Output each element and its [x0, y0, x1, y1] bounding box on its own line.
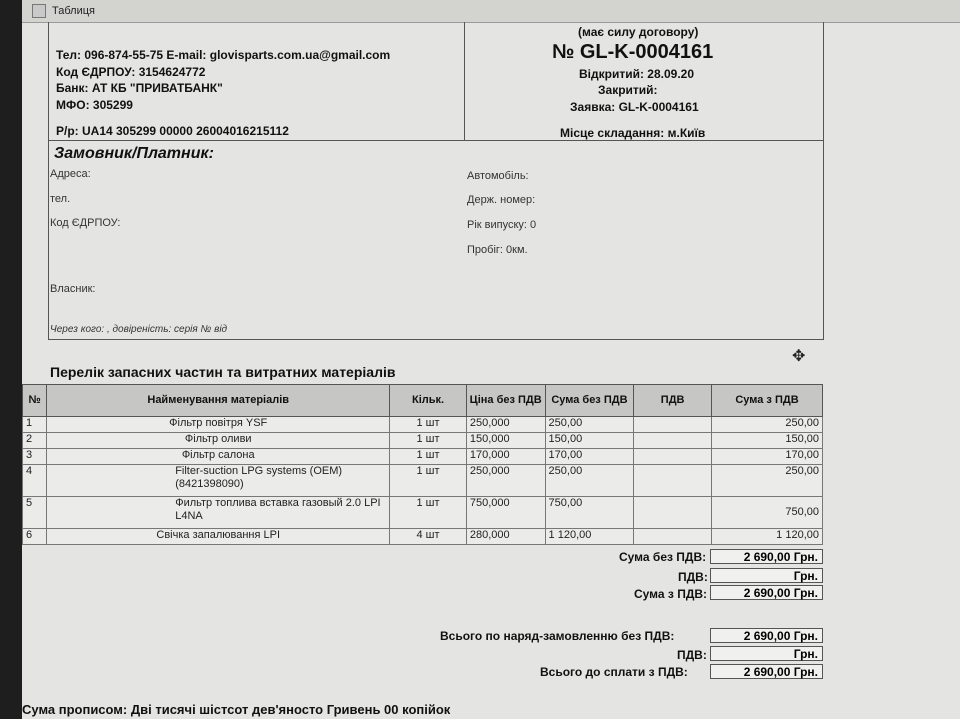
header-divider — [464, 22, 465, 141]
vat-label: ПДВ: — [678, 570, 708, 584]
cell-name: Фильтр топлива вставка газовый 2.0 LPI L4NA — [47, 497, 390, 529]
customer-heading: Замовник/Платник: — [54, 145, 214, 162]
cell-name: Фільтр повітря YSF — [47, 417, 390, 433]
customer-address: Адреса: — [50, 168, 91, 180]
cell-name: Filter-suction LPG systems (OEM)(8421398090) — [47, 465, 390, 497]
customer-proxy: Через кого: , довіреність: серія № від — [50, 324, 228, 335]
cell-qty: 1 шт — [390, 417, 467, 433]
customer-owner: Власник: — [50, 283, 96, 295]
cell-price: 250,000 — [466, 417, 545, 433]
supplier-mfo: МФО: 305299 — [56, 98, 133, 112]
cell-num: 5 — [23, 497, 47, 529]
all-vat-label: ПДВ: — [677, 648, 707, 662]
cell-vat — [634, 497, 712, 529]
pay-value: 2 690,00 Грн. — [710, 664, 823, 679]
car-year: Рік випуску: 0 — [467, 219, 537, 231]
order-request: Заявка: GL-K-0004161 — [570, 100, 699, 114]
cell-name: Фільтр салона — [47, 449, 390, 465]
pay-label: Всього до сплати з ПДВ: — [540, 665, 688, 679]
sum-no-vat-label: Сума без ПДВ: — [619, 550, 707, 564]
cell-price: 280,000 — [466, 529, 545, 545]
order-place: Місце складання: м.Київ — [560, 126, 706, 140]
cell-num: 2 — [23, 433, 47, 449]
cell-price: 170,000 — [466, 449, 545, 465]
window-title: Таблиця — [52, 5, 95, 17]
app-icon — [32, 4, 46, 18]
car-model: Автомобіль: — [467, 170, 529, 182]
col-header-price: Ціна без ПДВ — [466, 385, 545, 417]
all-no-vat-label: Всього по наряд-замовленню без ПДВ: — [440, 629, 675, 643]
cell-vat — [634, 449, 712, 465]
all-vat-value: Грн. — [710, 646, 823, 661]
col-header-total: Сума з ПДВ — [711, 385, 822, 417]
col-header-vat: ПДВ — [634, 385, 712, 417]
parts-table — [22, 384, 823, 545]
cell-total: 1 120,00 — [711, 529, 822, 545]
cell-total: 750,00 — [711, 497, 822, 529]
cell-price: 150,000 — [466, 433, 545, 449]
table-header-row — [23, 385, 823, 417]
supplier-bank: Банк: АТ КБ "ПРИВАТБАНК" — [56, 81, 223, 95]
cell-sum: 170,00 — [545, 449, 634, 465]
cell-price: 250,000 — [466, 465, 545, 497]
cell-total: 250,00 — [711, 465, 822, 497]
cell-name: Фільтр оливи — [47, 433, 390, 449]
order-closed: Закритий: — [598, 83, 658, 97]
col-header-qty: Кільк. — [390, 385, 467, 417]
cell-sum: 1 120,00 — [545, 529, 634, 545]
cell-vat — [634, 433, 712, 449]
supplier-contacts: Тел: 096-874-55-75 E-mail: glovisparts.com.ua@gmail.com — [56, 48, 391, 62]
table-row — [23, 497, 823, 529]
sum-vat-value: 2 690,00 Грн. — [710, 585, 823, 600]
col-header-name: Найменування матеріалів — [47, 385, 390, 417]
parts-title: Перелік запасних частин та витратних матеріалів — [50, 364, 396, 380]
cell-total: 250,00 — [711, 417, 822, 433]
cell-qty: 1 шт — [390, 465, 467, 497]
order-number: № GL-K-0004161 — [552, 41, 714, 63]
window-titlebar[interactable] — [22, 0, 960, 23]
car-mileage: Пробіг: 0км. — [467, 244, 528, 256]
cell-sum: 150,00 — [545, 433, 634, 449]
sum-vat-label: Сума з ПДВ: — [634, 587, 708, 601]
table-row — [23, 465, 823, 497]
cell-total: 150,00 — [711, 433, 822, 449]
move-cursor-icon: ✥ — [792, 348, 806, 365]
col-header-num: № — [23, 385, 47, 417]
invoice-document — [22, 22, 960, 719]
vat-value: Грн. — [710, 568, 823, 583]
table-row — [23, 529, 823, 545]
cell-num: 6 — [23, 529, 47, 545]
col-header-sum: Сума без ПДВ — [545, 385, 634, 417]
customer-edrpou: Код ЄДРПОУ: — [50, 217, 121, 229]
cell-num: 1 — [23, 417, 47, 433]
customer-phone: тел. — [50, 193, 71, 205]
table-row — [23, 417, 823, 433]
cell-num: 4 — [23, 465, 47, 497]
order-opened: Відкритий: 28.09.20 — [579, 67, 695, 81]
cell-vat — [634, 465, 712, 497]
monitor-bezel — [0, 0, 22, 719]
supplier-account: Р/р: UA14 305299 00000 26004016215112 — [56, 124, 289, 138]
sum-no-vat-value: 2 690,00 Грн. — [710, 549, 823, 564]
cell-qty: 1 шт — [390, 449, 467, 465]
cell-sum: 250,00 — [545, 417, 634, 433]
table-row — [23, 433, 823, 449]
cell-qty: 4 шт — [390, 529, 467, 545]
cell-sum: 750,00 — [545, 497, 634, 529]
supplier-edrpou: Код ЄДРПОУ: 3154624772 — [56, 65, 206, 79]
cell-total: 170,00 — [711, 449, 822, 465]
cell-vat — [634, 417, 712, 433]
table-row — [23, 449, 823, 465]
order-note: (має силу договору) — [578, 25, 699, 39]
cell-price: 750,000 — [466, 497, 545, 529]
sum-in-words: Сума прописом: Дві тисячі шістсот дев'яносто Гривень 00 копійок — [22, 702, 451, 717]
cell-num: 3 — [23, 449, 47, 465]
cell-sum: 250,00 — [545, 465, 634, 497]
cell-qty: 1 шт — [390, 497, 467, 529]
cell-vat — [634, 529, 712, 545]
cell-name: Свічка запалювання LPI — [47, 529, 390, 545]
cell-qty: 1 шт — [390, 433, 467, 449]
car-plate: Держ. номер: — [467, 194, 536, 206]
all-no-vat-value: 2 690,00 Грн. — [710, 628, 823, 643]
customer-block — [48, 140, 824, 340]
